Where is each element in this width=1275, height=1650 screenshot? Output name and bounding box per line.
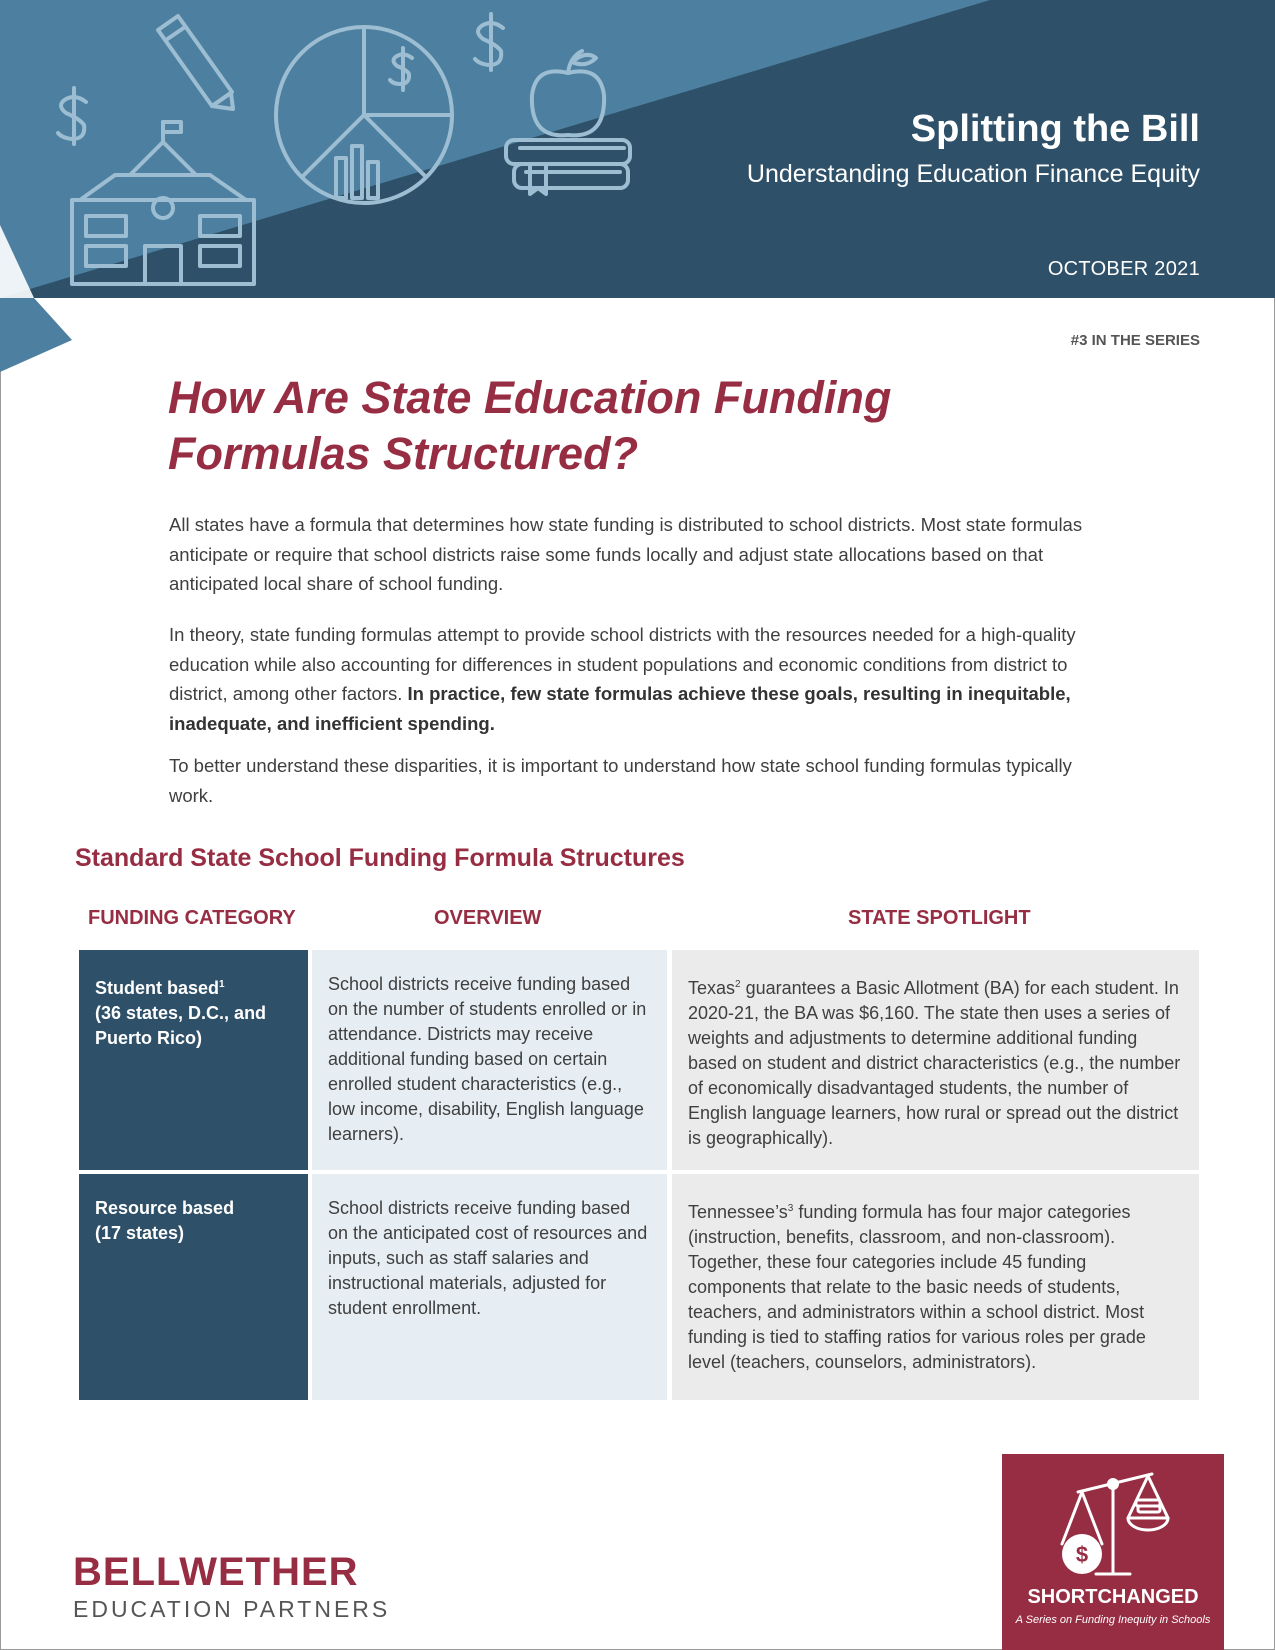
table-cell-category bbox=[79, 950, 308, 1170]
spotlight-text: guarantees a Basic Allotment (BA) for each student. In 2020-21, the BA was $6,160. The state then uses a series of weights and adjustments to determine additional funding based on student and district characteristics (e.g., the number of economically disadvantaged students, the number of English language learners, how rural or spread out the district is geographically). bbox=[688, 978, 1181, 1148]
spotlight-state: Texas bbox=[688, 978, 736, 998]
spotlight-text: funding formula has four major categories (instruction, benefits, classroom, and non-classroom). Together, these four categories include 45 funding components that relate to the basic needs of students, teachers, and administrators within a school district. Most funding is tied to staffing ratios for various roles per grade level (teachers, counselors, administrators). bbox=[688, 1202, 1146, 1372]
paragraph-text: In theory, state funding formulas attempt to provide school districts with the resources needed for a high-quality education while also accounting for differences in student populations and economic conditions from district to district, among other factors. bbox=[169, 624, 1076, 704]
intro-paragraph-3: To better understand these disparities, it is important to understand how state school funding formulas typically work. bbox=[169, 755, 1072, 806]
category-detail: (36 states, D.C., and Puerto Rico) bbox=[95, 1003, 267, 1048]
paragraph-bold-text: In practice, few state formulas achieve these goals, resulting in inequitable, inadequate, and inefficient spending. bbox=[169, 683, 1071, 734]
intro-paragraph-2 bbox=[169, 620, 1099, 738]
table-cell-overview: School districts receive funding based on the anticipated cost of resources and inputs, such as staff salaries and instructional materials, adjusted for student enrollment. bbox=[312, 1174, 667, 1400]
category-name: Resource based bbox=[95, 1198, 235, 1218]
series-subtitle: Understanding Education Finance Equity bbox=[746, 160, 1200, 188]
bellwether-logo bbox=[73, 1552, 390, 1623]
shortchanged-title: SHORTCHANGED bbox=[1027, 1586, 1199, 1608]
shortchanged-subtitle: A Series on Funding Inequity in Schools bbox=[1015, 1614, 1211, 1626]
table-cell-spotlight bbox=[672, 1174, 1199, 1400]
series-title: Splitting the Bill bbox=[910, 108, 1200, 150]
section-title: Standard State School Funding Formula Structures bbox=[75, 844, 685, 872]
column-header-category: FUNDING CATEGORY bbox=[88, 907, 296, 929]
page-title: How Are State Education Funding Formulas Structured? bbox=[168, 372, 892, 479]
category-name: Student based bbox=[95, 978, 220, 998]
series-number: #3 IN THE SERIES bbox=[1070, 332, 1200, 349]
table-cell-spotlight bbox=[672, 950, 1199, 1170]
table-cell-overview: School districts receive funding based on the number of students enrolled or in attendance. Districts may receive additional funding based on certain enrolled student characteristics (e.g., low income, disability, English language learners). bbox=[312, 950, 667, 1170]
footnote-marker: 2 bbox=[735, 979, 741, 990]
spotlight-state: Tennessee’s bbox=[688, 1202, 788, 1222]
intro-paragraph-1: All states have a formula that determines how state funding is distributed to school districts. Most state formulas anticipate or require that school districts raise some funds locally and adjust state allocations based on that anticipated local share of school funding. bbox=[169, 514, 1083, 594]
column-header-overview: OVERVIEW bbox=[434, 907, 542, 929]
publication-date: OCTOBER 2021 bbox=[1047, 258, 1200, 280]
header-banner bbox=[0, 0, 1275, 372]
svg-text:$: $ bbox=[1075, 1542, 1089, 1567]
shortchanged-logo bbox=[1002, 1454, 1224, 1650]
footnote-marker: 3 bbox=[787, 1203, 794, 1214]
logo-wordmark: BELLWETHER bbox=[73, 1550, 359, 1594]
footnote-marker: 1 bbox=[219, 979, 225, 990]
column-header-spotlight: STATE SPOTLIGHT bbox=[848, 907, 1031, 929]
category-detail: (17 states) bbox=[95, 1223, 185, 1243]
table-cell-category bbox=[79, 1174, 308, 1400]
logo-tagline: EDUCATION PARTNERS bbox=[73, 1596, 391, 1622]
